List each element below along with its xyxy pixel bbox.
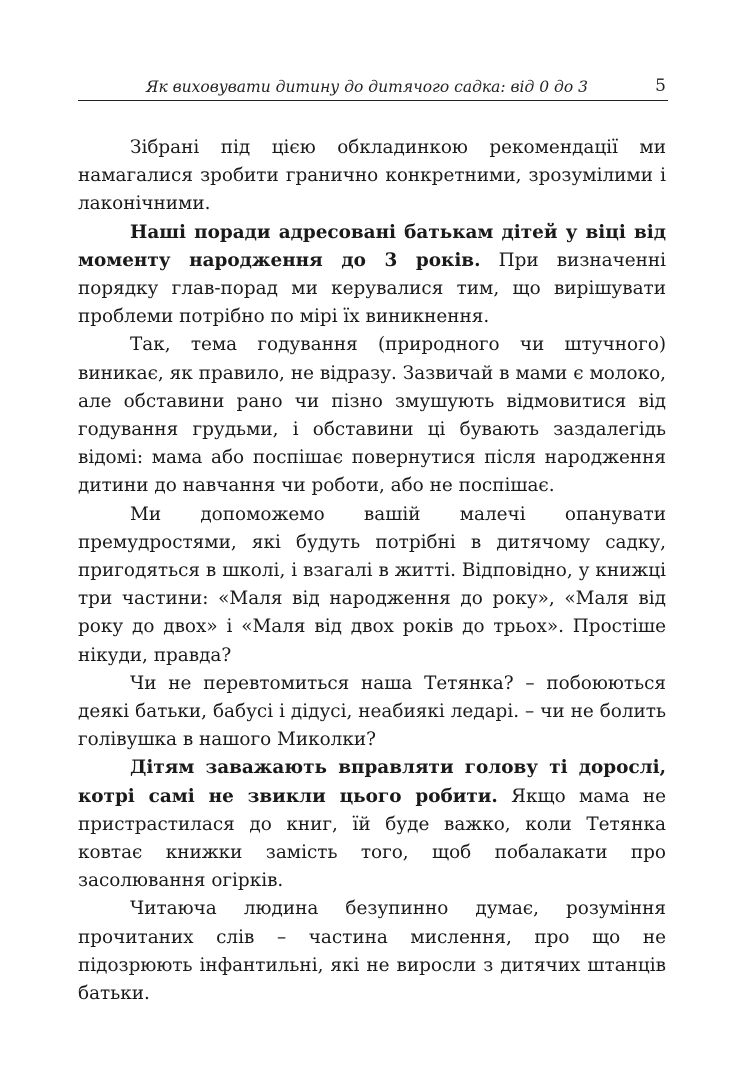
paragraph bbox=[78, 331, 666, 500]
paragraph bbox=[78, 501, 666, 670]
paragraph-bold: Дітям заважають вправляти голову ті дорослі, котрі самі не звикли цього робити. bbox=[78, 757, 666, 807]
header-title: Як виховувати дитину до дитячого садка: від 0 до 3 bbox=[145, 78, 588, 96]
paragraph bbox=[78, 895, 666, 1008]
page-body bbox=[78, 134, 666, 1008]
paragraph bbox=[78, 134, 666, 219]
running-header bbox=[78, 76, 668, 101]
page-number: 5 bbox=[655, 76, 666, 96]
paragraph-text: Зібрані під цією обкладинкою рекомендації ми намагалися зробити гранично конкретними, зрозумілими і лаконічними. bbox=[78, 137, 666, 215]
paragraph bbox=[78, 670, 666, 755]
paragraph bbox=[78, 754, 666, 895]
paragraph-bold: Наші поради адресовані батькам дітей у віці від моменту народження до 3 років. bbox=[78, 221, 666, 271]
paragraph-text: При визначенні порядку глав-порад ми керувалися тим, що вирішувати проблеми потрібно по мірі їх виникнення. bbox=[78, 249, 667, 328]
paragraph-text: Читаюча людина безупинно думає, розуміння прочитаних слів – частина мислення, про що не підозрюють інфантильні, які не виросли з дитячих штанців батьки. bbox=[78, 898, 666, 1005]
paragraph-text: Ми допоможемо вашій малечі опанувати премудростями, які будуть потрібні в дитячому садку, пригодяться в школі, і взагалі в житті. Відповідно, у книжці три частини: «Маля від народження до року», «Маля від року до двох» і «Маля від двох років до трьох». Простіше нікуди, правда? bbox=[78, 503, 666, 666]
paragraph-text: Чи не перевтомиться наша Тетянка? – побоюються деякі батьки, бабусі і дідусі, неабиякі ледарі. – чи не болить голівушка в нашого Миколки? bbox=[78, 672, 666, 751]
paragraph-text: Якщо мама не пристрастилася до книг, їй буде важко, коли Тетянка ковтає книжки замість того, щоб побалакати про засолювання огірків. bbox=[78, 785, 666, 892]
paragraph bbox=[78, 219, 666, 332]
paragraph-text: Так, тема годування (природного чи штучного) виникає, як правило, не відразу. Зазвичай в мами є молоко, але обставини рано чи пізно змушують відмовитися від годування грудьми, і обставини ці бувають заздалегідь відомі: мама або поспішає повернутися після народження дитини до навчання чи роботи, або не поспішає. bbox=[78, 334, 666, 497]
